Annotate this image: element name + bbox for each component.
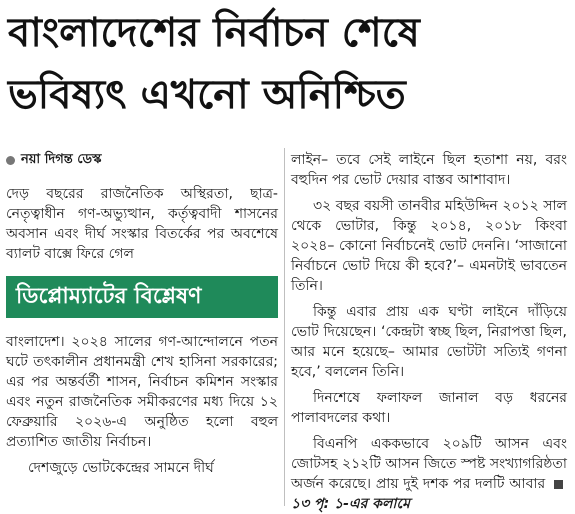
article-paragraph: কিন্তু এবার প্রায় এক ঘণ্টা লাইনে দাঁড়িয়ে ভোট দিয়েছেন। ‘কেন্দ্রটা স্বচ্ছ ছিল, নিরাপত্তা ছিল, আর মনে হয়েছে– আমার ভোটটা সত্যিই গণনা হবে,’ বললেন তিনি। bbox=[291, 304, 567, 380]
right-column bbox=[291, 150, 567, 514]
article-paragraph: দিনশেষে ফলাফল জানাল বড় ধরনের পালাবদলের কথা। bbox=[291, 390, 567, 426]
headline-line-1: বাংলাদেশের নির্বাচন শেষে bbox=[8, 10, 420, 56]
left-column bbox=[6, 150, 278, 478]
square-bullet-icon bbox=[554, 480, 563, 489]
article-paragraph: ৩২ বছর বয়সী তানবীর মহিউদ্দিন ২০১২ সাল থেকে ভোটার, কিন্তু ২০১৪, ২০১৮ কিংবা ২০২৪– কোনো নির্বাচনেই ভোট দেননি। ‘সাজানো নির্বাচনে ভোট দিয়ে কী হবে?’– এমনটাই ভাবতেন তিনি। bbox=[291, 198, 567, 294]
article-paragraph: লাইন– তবে সেই লাইনে ছিল হতাশা নয়, বরং বহুদিন পর ভোট দেয়ার বাস্তব আশাবাদ। bbox=[291, 152, 567, 188]
article-paragraph: দেশজুড়ে ভোটকেন্দ্রের সামনে দীর্ঘ bbox=[28, 460, 214, 476]
column-divider bbox=[284, 148, 285, 506]
continuation-link[interactable]: ১৩ পৃ: ১-এর কলামে bbox=[291, 496, 410, 512]
article-paragraph: দেড় বছরের রাজনৈতিক অস্থিরতা, ছাত্র-নেতৃত্বাধীন গণ-অভ্যুত্থান, কর্তৃত্ববাদী শাসনের অবসান এবং দীর্ঘ সংস্কার বিতর্কের পর অবশেষে ব্যালট বাক্সে ফিরে গেল bbox=[6, 186, 278, 262]
byline-text: নয়া দিগন্ত ডেস্ক bbox=[21, 152, 102, 167]
article-text: বিএনপি এককভাবে ২০৯টি আসন এবং জোটসহ ২১২টি আসন জিতে স্পষ্ট সংখ্যাগরিষ্ঠতা অর্জন করেছে। প্রায় দুই দশক পর দলটি আবার bbox=[291, 436, 567, 492]
headline-line-2: ভবিষ্যৎ এখনো অনিশ্চিত bbox=[8, 72, 406, 118]
bullet-icon bbox=[6, 156, 15, 165]
article-paragraph bbox=[291, 434, 567, 514]
subheading-banner: ডিপ্লোম্যাটের বিশ্লেষণ bbox=[6, 276, 278, 318]
headline bbox=[8, 2, 568, 126]
byline bbox=[6, 150, 278, 170]
article-paragraph: বাংলাদেশ। ২০২৪ সালের গণ-আন্দোলনে পতন ঘটে তৎকালীন প্রধানমন্ত্রী শেখ হাসিনা সরকারের; এর পর অন্তর্বর্তী শাসন, নির্বাচন কমিশন সংস্কার এবং নতুন রাজনৈতিক সমীকরণের মধ্য দিয়ে ১২ ফেব্রুয়ারি ২০২৬-এ অনুষ্ঠিত হলো বহুল প্রত্যাশিত জাতীয় নির্বাচন। bbox=[6, 334, 278, 450]
